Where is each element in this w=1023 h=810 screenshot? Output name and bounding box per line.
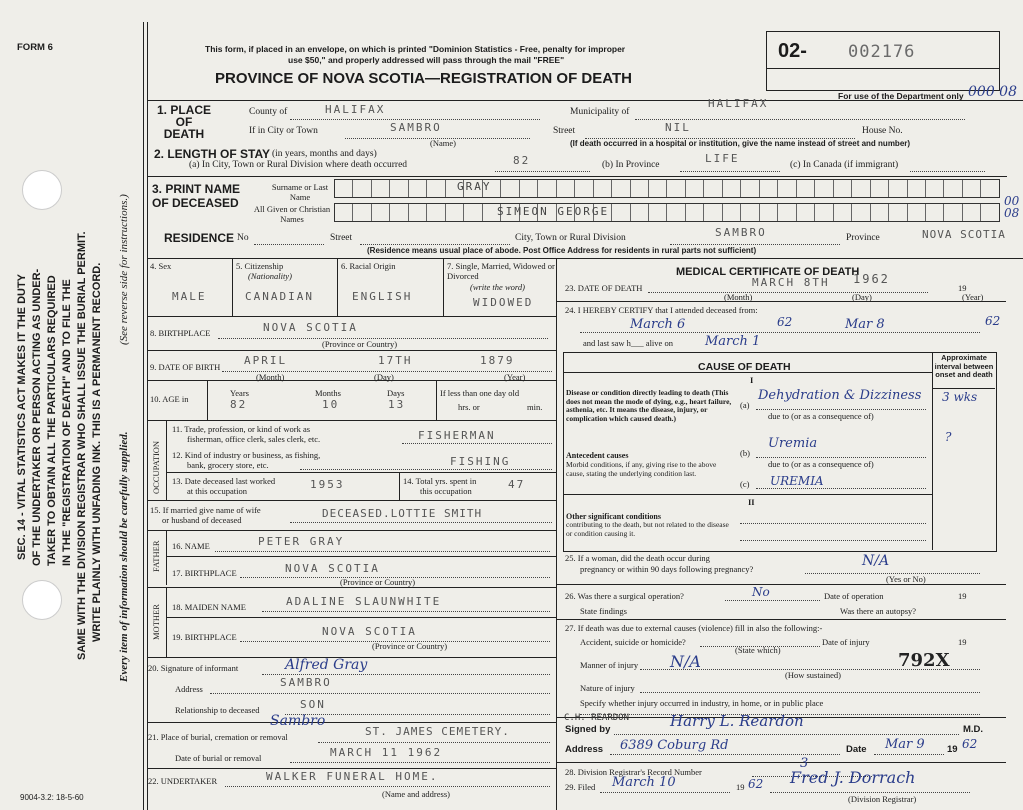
cause-a-label: (a) xyxy=(740,400,750,410)
county-line xyxy=(290,119,540,120)
op-19: 19 xyxy=(958,591,967,601)
informant-address-label: Address xyxy=(175,684,203,694)
v-6-7 xyxy=(443,258,444,316)
rule-cause-1 xyxy=(563,372,933,373)
res-no-line xyxy=(254,244,324,245)
father-birthplace-value: NOVA SCOTIA xyxy=(285,562,380,575)
hrs-label: hrs. or xyxy=(458,402,480,412)
accident-label: Accident, suicide or homicide? xyxy=(580,637,686,647)
mail-notice-2: use $50," and properly addressed will pass through the mail "FREE" xyxy=(288,55,565,65)
age-label: 10. AGE in xyxy=(150,394,189,404)
registrar-signature: Fred J. Dorrach xyxy=(790,768,916,787)
residence-label: RESIDENCE xyxy=(164,231,235,245)
surname-grid xyxy=(334,179,1000,198)
rule-cause-2 xyxy=(563,494,933,495)
cause-b-label: (b) xyxy=(740,448,750,458)
left-border-2 xyxy=(147,22,148,810)
registrar-line xyxy=(770,792,970,793)
stay-a-value: 82 xyxy=(513,154,531,167)
length-of-stay-sub: (in years, months and days) xyxy=(272,149,377,159)
residence-no-label: No xyxy=(237,233,249,243)
sidebar-line-2: OF THE UNDERTAKER OR PERSON ACTING AS UNDER- xyxy=(31,268,43,566)
filed-date: March 10 xyxy=(612,775,676,790)
v-occ-2 xyxy=(399,472,400,500)
autopsy-label: Was there an autopsy? xyxy=(840,606,917,616)
left-border xyxy=(143,22,144,810)
rule-top xyxy=(147,100,1023,101)
cause-a-value: Dehydration & Dizziness xyxy=(758,388,922,403)
date-of-death-year: 1962 xyxy=(853,272,890,286)
mother-bp-caption: (Province or Country) xyxy=(372,641,448,651)
rule-5 xyxy=(147,350,556,351)
other-line-1 xyxy=(740,523,926,524)
surgery-line xyxy=(725,600,820,601)
attended-to-year: 62 xyxy=(985,314,1001,328)
signed-date-year: 62 xyxy=(962,737,978,751)
certify-label: 24. I HEREBY CERTIFY that I attended deceased from: xyxy=(565,305,758,315)
v-father xyxy=(166,530,167,585)
industry-line xyxy=(300,469,552,470)
racial-origin-label: 6. Racial Origin xyxy=(341,261,396,271)
sidebar-instructions: (See reverse side for instructions.) xyxy=(118,194,130,345)
birthplace-label: 8. BIRTHPLACE xyxy=(150,328,211,338)
rule-13 xyxy=(147,768,556,769)
punch-hole-top xyxy=(22,170,62,210)
name-caption: (Name) xyxy=(430,138,456,148)
age-days-value: 13 xyxy=(388,398,406,411)
v-age xyxy=(207,380,208,420)
father-bp-caption: (Province or Country) xyxy=(340,577,416,587)
relationship-value: SON xyxy=(300,698,326,711)
cause-c-value: UREMIA xyxy=(770,474,824,488)
burial-date-line xyxy=(290,762,550,763)
signed-date-19: 19 xyxy=(947,744,958,755)
v-mother xyxy=(166,587,167,657)
citizenship-label: 5. Citizenship xyxy=(236,261,284,271)
op-date-label: Date of operation xyxy=(824,591,884,601)
physician-address-label: Address xyxy=(565,744,604,755)
sidebar-line-4: IN THE "REGISTRATION OF DEATH" AND TO FILE THE xyxy=(61,279,73,566)
dod-year-caption: (Year) xyxy=(962,292,984,302)
v-interval xyxy=(932,352,933,550)
rule-m2 xyxy=(556,584,1006,585)
informant-sig-label: 20. Signature of informant xyxy=(148,663,239,673)
father-side-label: FATHER xyxy=(151,540,161,572)
dod-month-caption: (Month) xyxy=(724,292,753,302)
spouse-line xyxy=(290,522,552,523)
sidebar-line-1: SEC. 14 - VITAL STATISTICS ACT MAKES IT THE DUTY xyxy=(16,273,28,560)
municipality-line xyxy=(635,119,965,120)
filed-year: 62 xyxy=(748,777,764,791)
due-to-a: due to (or as a consequence of) xyxy=(768,411,874,421)
state-findings-label: State findings xyxy=(580,606,627,616)
trade-label-2: fisherman, office clerk, sales clerk, etc. xyxy=(187,434,321,444)
rule-m1 xyxy=(556,301,1006,302)
res-street-line xyxy=(360,244,510,245)
stay-a-line xyxy=(495,171,590,172)
spouse-value: DECEASED.LOTTIE SMITH xyxy=(322,507,483,520)
given-names-grid xyxy=(334,203,1000,222)
last-saw-value: March 1 xyxy=(705,334,761,349)
v-5-6 xyxy=(337,258,338,316)
margin-code-1: 000 08 xyxy=(968,84,1017,100)
burial-line xyxy=(318,742,550,743)
v-age-2 xyxy=(436,380,437,420)
cause-of-death-title: CAUSE OF DEATH xyxy=(698,361,791,373)
margin-code-2: 00 08 xyxy=(1004,194,1020,220)
date-of-death-label: 23. DATE OF DEATH xyxy=(565,283,643,293)
rule-12 xyxy=(147,722,556,723)
how-sustained-caption: (How sustained) xyxy=(785,670,841,680)
age-months-value: 10 xyxy=(322,398,340,411)
trade-line xyxy=(402,443,552,444)
last-worked-label: 13. Date deceased last worked xyxy=(172,476,276,486)
registration-number: 002176 xyxy=(848,42,916,62)
rule-2 xyxy=(147,176,1007,177)
rule-9 xyxy=(147,530,556,531)
industry-label: 12. Kind of industry or business, as fishing, xyxy=(172,450,321,460)
registration-prefix: 02- xyxy=(778,40,807,62)
surgery-value: No xyxy=(752,585,770,599)
cause-roman-1: I xyxy=(750,375,754,385)
undertaker-label: 22. UNDERTAKER xyxy=(148,776,218,786)
v-occ xyxy=(166,420,167,500)
filed-label: 29. Filed xyxy=(565,782,596,792)
rule-mother xyxy=(166,617,556,618)
sidebar-line-6: WRITE PLAINLY WITH UNFADING INK. THIS IS A PERMANENT RECORD. xyxy=(91,262,103,642)
cause-c-label: (c) xyxy=(740,479,750,489)
other-conditions-sub: contributing to the death, but not related to the disease or condition causing it. xyxy=(566,520,729,538)
min-label: min. xyxy=(527,402,543,412)
registrar-caption: (Division Registrar) xyxy=(848,794,917,804)
md-label: M.D. xyxy=(963,724,984,735)
citizenship-value: CANADIAN xyxy=(245,290,314,303)
antecedent-sub: Morbid conditions, if any, giving rise to the above cause, stating the underlying condition last. xyxy=(566,460,717,478)
stay-c-label: (c) In Canada (if immigrant) xyxy=(790,160,899,170)
nature-line xyxy=(640,692,980,693)
print-code: 9004-3.2: 18-5-60 xyxy=(20,793,84,802)
other-line-2 xyxy=(740,540,926,541)
signed-by-label: Signed by xyxy=(565,724,611,735)
rule-10 xyxy=(147,587,556,588)
informant-address-line xyxy=(210,693,550,694)
residence-province-label: Province xyxy=(846,233,880,243)
antecedent-label: Antecedent causes xyxy=(566,451,629,460)
rule-m5 xyxy=(556,762,1006,763)
mail-notice-1: This form, if placed in an envelope, on which is printed "Dominion Statistics - Free, penalty for improper xyxy=(205,44,626,54)
dob-year: 1879 xyxy=(480,354,515,367)
trade-label: 11. Trade, profession, or kind of work as xyxy=(172,424,311,434)
marital-value: WIDOWED xyxy=(473,296,534,309)
sidebar-line-3: TAKER TO OBTAIN ALL THE PARTICULARS REQUIRED xyxy=(46,275,58,566)
signed-date-line xyxy=(874,754,944,755)
birthplace-caption: (Province or Country) xyxy=(322,339,398,349)
stay-b-value: LIFE xyxy=(705,152,740,165)
signed-line xyxy=(614,734,959,735)
rule-7 xyxy=(147,420,556,421)
age-days-label: Days xyxy=(387,388,405,398)
signed-by-print: C.H. REARDON xyxy=(564,713,630,723)
relationship-label: Relationship to deceased xyxy=(175,705,260,715)
rule-father xyxy=(166,556,556,557)
mother-name-value: ADALINE SLAUNWHITE xyxy=(286,595,442,608)
dod-19: 19 xyxy=(958,283,967,293)
father-name-label: 16. NAME xyxy=(172,541,210,551)
cause-roman-2: II xyxy=(748,497,755,507)
filed-line xyxy=(600,792,730,793)
place-of-death-label: 1. PLACE OF DEATH xyxy=(156,103,211,141)
form-title: PROVINCE OF NOVA SCOTIA—REGISTRATION OF DEATH xyxy=(215,70,632,87)
code-792: 792X xyxy=(898,650,950,671)
age-years-label: Years xyxy=(230,388,249,398)
rule-occ xyxy=(166,472,556,473)
sex-label: 4. Sex xyxy=(150,261,172,271)
burial-label: 21. Place of burial, cremation or removal xyxy=(148,732,288,742)
hospital-note: (If death occurred in a hospital or institution, give the name instead of street and number) xyxy=(570,139,911,148)
dob-day: 17TH xyxy=(378,354,413,367)
dob-month: APRIL xyxy=(244,354,288,367)
marital-label: 7. Single, Married, Widowed or Divorced xyxy=(447,261,555,281)
external-causes-label: 27. If death was due to external causes (violence) fill in also the following:- xyxy=(565,623,823,633)
undertaker-value: WALKER FUNERAL HOME. xyxy=(266,770,439,783)
municipality-label: Municipality of xyxy=(570,107,630,117)
attended-from-year: 62 xyxy=(777,315,793,329)
occupation-side-label: OCCUPATION xyxy=(151,440,161,494)
pregnancy-label: 25. If a woman, did the death occur during xyxy=(565,553,710,563)
rule-3 xyxy=(147,258,1023,259)
print-name-label: 3. PRINT NAME OF DECEASED xyxy=(152,182,241,210)
dod-line xyxy=(648,292,928,293)
undertaker-caption: (Name and address) xyxy=(382,789,450,799)
mother-birthplace-value: NOVA SCOTIA xyxy=(322,625,417,638)
other-conditions-label: Other significant conditions xyxy=(566,512,661,521)
reg-box-divider xyxy=(766,68,1000,69)
county-value: HALIFAX xyxy=(325,103,386,116)
undertaker-line xyxy=(225,786,550,787)
municipality-value: HALIFAX xyxy=(708,97,769,110)
mother-side-label: MOTHER xyxy=(151,604,161,640)
industry-value: FISHING xyxy=(450,455,511,468)
signed-date-value: Mar 9 xyxy=(885,737,925,752)
sidebar-line-5: SAME WITH THE DIVISION REGISTRAR WHO SHALL ISSUE THE BURIAL PERMIT. xyxy=(76,231,88,660)
nature-label: Nature of injury xyxy=(580,683,635,693)
cause-a-interval: 3 wks xyxy=(942,390,978,404)
age-years-value: 82 xyxy=(230,398,248,411)
res-city-line xyxy=(670,244,840,245)
department-use-caption: For use of the Department only xyxy=(838,91,964,101)
dod-day-caption: (Day) xyxy=(852,292,872,302)
center-divider xyxy=(556,258,557,810)
interval-label: Approximate interval between onset and death xyxy=(934,353,994,379)
punch-hole-bottom xyxy=(22,580,62,620)
house-label: House No. xyxy=(862,126,903,136)
informant-address-value: SAMBRO xyxy=(280,676,332,689)
spouse-label: 15. If married give name of wife xyxy=(150,505,261,515)
total-years-value: 47 xyxy=(508,478,526,491)
father-name-line xyxy=(215,551,550,552)
certify-line xyxy=(580,332,980,333)
given-names-label: All Given or Christian Names xyxy=(253,204,331,224)
sidebar-careful: Every item of information should be carefully supplied. xyxy=(118,431,130,682)
street-value: NIL xyxy=(665,121,691,134)
cause-b-value: Uremia xyxy=(768,436,818,451)
record-number-label: 28. Division Registrar's Record Number xyxy=(565,767,702,777)
dob-day-caption: (Day) xyxy=(374,372,394,382)
surgery-label: 26. Was there a surgical operation? xyxy=(565,591,684,601)
sex-value: MALE xyxy=(172,290,207,303)
trade-value: FISHERMAN xyxy=(418,429,496,442)
record-number-value: 3 xyxy=(800,756,809,771)
given-names-value: SIMEON GEORGE xyxy=(497,205,610,218)
father-birthplace-label: 17. BIRTHPLACE xyxy=(172,568,237,578)
manner-handwritten: N/A xyxy=(670,652,701,671)
injury-date-label: Date of injury xyxy=(822,637,870,647)
last-worked-label-2: at this occupation xyxy=(187,486,247,496)
manner-label: Manner of injury xyxy=(580,660,639,670)
last-worked-value: 1953 xyxy=(310,478,345,491)
stay-c-line xyxy=(910,171,985,172)
total-years-label: 14. Total yrs. spent in xyxy=(403,476,477,486)
signed-date-label: Date xyxy=(846,744,867,755)
dob-label: 9. DATE OF BIRTH xyxy=(150,362,221,372)
injury-19: 19 xyxy=(958,637,967,647)
pregnancy-value: N/A xyxy=(862,553,890,569)
filed-19: 19 xyxy=(736,782,745,792)
birthplace-value: NOVA SCOTIA xyxy=(263,321,358,334)
city-value: SAMBRO xyxy=(390,121,442,134)
father-name-value: PETER GRAY xyxy=(258,535,345,548)
rule-8 xyxy=(147,500,556,501)
dob-month-caption: (Month) xyxy=(256,372,285,382)
attended-to: Mar 8 xyxy=(845,317,885,332)
physician-signature: Harry L. Reardon xyxy=(670,712,804,730)
residence-street-label: Street xyxy=(330,233,353,243)
date-of-death-month-day: MARCH 8TH xyxy=(752,276,830,289)
less-than-day: If less than one day old xyxy=(440,388,520,398)
mother-birthplace-label: 19. BIRTHPLACE xyxy=(172,632,237,642)
stay-b-label: (b) In Province xyxy=(602,160,660,170)
rule-interval xyxy=(932,388,995,389)
cause-c-line xyxy=(756,488,926,489)
surname-label: Surname or Last Name xyxy=(271,182,329,202)
disease-label: Disease or condition directly leading to death (This does not mean the mode of dying, e.g., heart failure, asthenia, etc. It means the disease, injury, or complication which caused death.) xyxy=(566,388,732,423)
state-which-caption: (State which) xyxy=(735,645,781,655)
stay-a-label: (a) In City, Town or Rural Division where death occurred xyxy=(189,160,408,170)
residence-province-value: NOVA SCOTIA xyxy=(922,228,1006,241)
specify-label: Specify whether injury occurred in industry, in home, or in public place xyxy=(580,698,824,708)
yes-no-caption: (Yes or No) xyxy=(886,574,926,584)
cause-b-interval: ? xyxy=(945,430,952,444)
total-years-label-2: this occupation xyxy=(420,486,472,496)
burial-value: ST. JAMES CEMETERY. xyxy=(365,725,510,738)
citizenship-sub: (Nationality) xyxy=(248,271,292,281)
burial-date-label: Date of burial or removal xyxy=(175,753,262,763)
marital-sub: (write the word) xyxy=(470,282,525,292)
medical-certificate-title: MEDICAL CERTIFICATE OF DEATH xyxy=(676,266,860,278)
cause-a-line xyxy=(756,409,926,410)
rule-4 xyxy=(147,316,556,317)
rule-6 xyxy=(147,380,556,381)
form-number: FORM 6 xyxy=(17,42,53,53)
pregnancy-label-2: pregnancy or within 90 days following pregnancy? xyxy=(580,564,754,574)
due-to-b: due to (or as a consequence of) xyxy=(768,459,874,469)
mother-name-line xyxy=(262,611,550,612)
informant-sig-line xyxy=(262,674,550,675)
rule-m3 xyxy=(556,619,1006,620)
industry-label-2: bank, grocery store, etc. xyxy=(187,460,269,470)
county-label: County of xyxy=(249,107,288,117)
stay-b-line xyxy=(680,171,780,172)
street-label: Street xyxy=(553,126,576,136)
spouse-sub: or husband of deceased xyxy=(162,515,242,525)
racial-origin-value: ENGLISH xyxy=(352,290,413,303)
length-of-stay-label: 2. LENGTH OF STAY xyxy=(154,147,271,161)
mother-name-label: 18. MAIDEN NAME xyxy=(172,602,246,612)
cause-b-line xyxy=(756,457,926,458)
dob-year-caption: (Year) xyxy=(504,372,526,382)
physician-address-line xyxy=(610,754,840,755)
burial-handwritten: Sambro xyxy=(270,713,326,729)
city-label: If in City or Town xyxy=(249,126,318,136)
attended-from: March 6 xyxy=(630,317,686,332)
residence-note: (Residence means usual place of abode. Post Office Address for residents in rural parts not sufficient) xyxy=(367,246,757,255)
residence-city-value: SAMBRO xyxy=(715,226,767,239)
burial-date-value: MARCH 11 1962 xyxy=(330,746,443,759)
v-4-5 xyxy=(232,258,233,316)
residence-city-label: City, Town or Rural Division xyxy=(515,233,626,243)
informant-signature: Alfred Gray xyxy=(285,657,368,673)
surname-value: GRAY xyxy=(457,180,492,193)
age-months-label: Months xyxy=(315,388,341,398)
last-saw-label: and last saw h___ alive on xyxy=(583,338,673,348)
physician-address-value: 6389 Coburg Rd xyxy=(620,738,729,753)
